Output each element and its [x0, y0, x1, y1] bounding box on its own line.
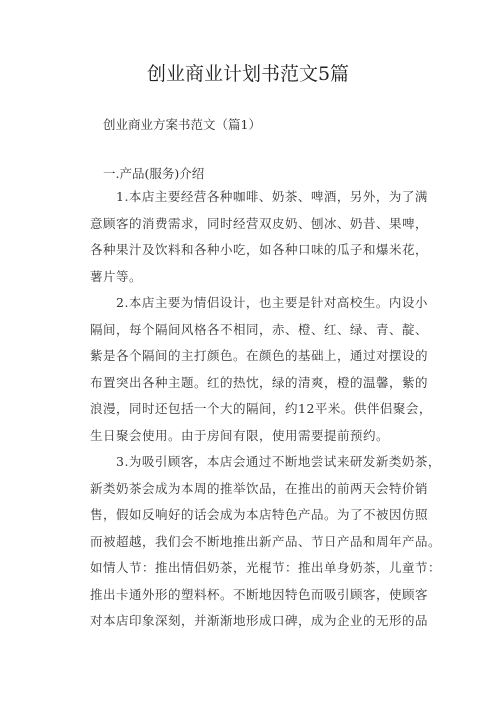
paragraph-line: 而被超越，我们会不断地推出新产品、节日产品和周年产品。 [90, 533, 442, 549]
paragraph-line: 3.为吸引顾客，本店会通过不断地尝试来研发新类奶茶， [116, 454, 441, 469]
paragraph-line: 新类奶茶会成为本周的推举饮品，在推出的前两天会特价销 [90, 480, 429, 496]
paragraph-line: 售，假如反响好的话会成为本店特色产品。为了不被因仿照 [90, 507, 429, 522]
section-heading: 一.产品(服务)介绍 [103, 166, 205, 181]
paragraph-line: 生日聚会使用。由于房间有限，使用需要提前预约。 [90, 427, 390, 443]
paragraph-line: 2.本店主要为情侣设计，也主要是针对高校生。内设小 [116, 295, 428, 310]
paragraph-line: 浪漫，同时还包括一个大的隔间，约12平米。供伴侣聚会， [90, 401, 432, 416]
paragraph-line: 如情人节：推出情侣奶茶，光棍节：推出单身奶茶，儿童节： [90, 560, 442, 575]
paragraph-line: 对本店印象深刻，并渐渐地形成口碑，成为企业的无形的品 [90, 613, 429, 628]
paragraph-line: 布置突出各种主题。红的热忱，绿的清爽，橙的温馨，紫的 [90, 374, 429, 390]
paragraph-line: 紫是各个隔间的主打颜色。在颜色的基础上，通过对摆设的 [90, 348, 429, 363]
paragraph-line: 意顾客的消费需求，同时经营双皮奶、刨冰、奶昔、果啤， [90, 215, 429, 231]
paragraph-line: 薯片等。 [90, 268, 143, 284]
paragraph-3 [90, 449, 442, 635]
document-title: 创业商业计划书范文5篇 [146, 63, 350, 85]
paragraph-2 [90, 290, 432, 449]
paragraph-line: 各种果汁及饮料和各种小吃，如各种口味的瓜子和爆米花， [90, 242, 429, 257]
paragraph-line: 推出卡通外形的塑料杯。不断地因特色而吸引顾客，使顾客 [90, 586, 429, 602]
paragraph-line: 1.本店主要经营各种咖啡、奶茶、啤酒，另外，为了满 [116, 189, 428, 204]
document-subtitle: 创业商业方案书范文（篇1） [103, 117, 261, 132]
paragraph-1 [90, 184, 429, 290]
paragraph-line: 隔间，每个隔间风格各不相同，赤、橙、红、绿、青、靛、 [90, 321, 429, 337]
